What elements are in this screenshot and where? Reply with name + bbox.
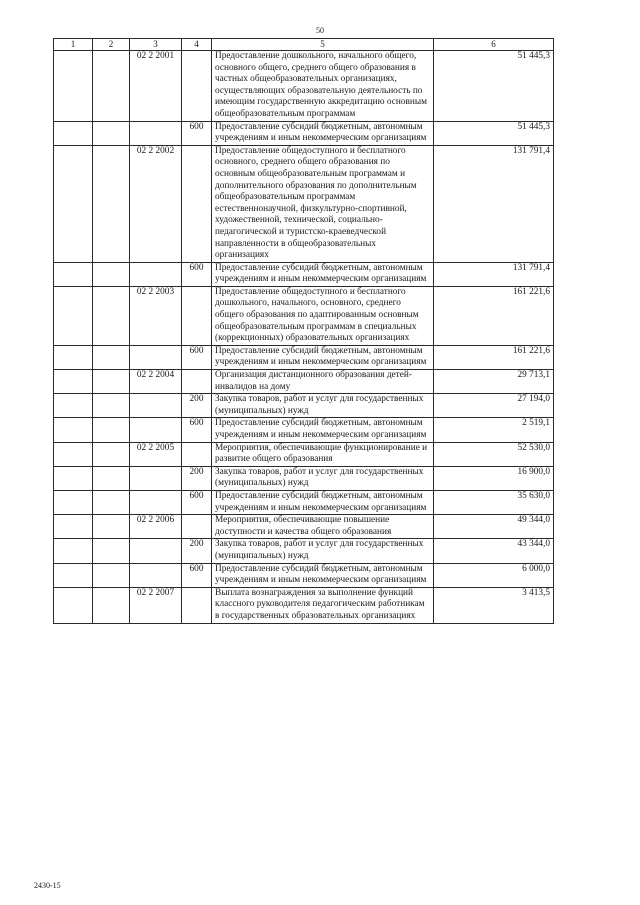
table-row xyxy=(54,539,554,563)
subsection-cell xyxy=(93,262,130,286)
subsection-cell xyxy=(93,286,130,345)
table-row xyxy=(54,370,554,394)
amount-cell: 3 413,5 xyxy=(434,587,554,623)
column-header: 2 xyxy=(93,39,130,51)
item-name-cell: Предоставление субсидий бюджетным, автономным учреждениям и иным некоммерческим организациям xyxy=(212,418,434,442)
section-cell xyxy=(54,539,93,563)
target-code-cell xyxy=(130,394,182,418)
column-header: 4 xyxy=(182,39,212,51)
table-row xyxy=(54,466,554,490)
amount-cell: 29 713,1 xyxy=(434,370,554,394)
expense-type-cell xyxy=(182,587,212,623)
section-cell xyxy=(54,51,93,122)
amount-cell: 161 221,6 xyxy=(434,286,554,345)
expense-type-cell: 600 xyxy=(182,490,212,514)
target-code-cell: 02 2 2002 xyxy=(130,145,182,262)
table-row xyxy=(54,51,554,122)
target-code-cell xyxy=(130,345,182,369)
amount-cell: 131 791,4 xyxy=(434,145,554,262)
table-row xyxy=(54,587,554,623)
amount-cell: 43 344,0 xyxy=(434,539,554,563)
subsection-cell xyxy=(93,370,130,394)
target-code-cell xyxy=(130,490,182,514)
section-cell xyxy=(54,345,93,369)
table-row xyxy=(54,345,554,369)
section-cell xyxy=(54,563,93,587)
footer-code: 2430-15 xyxy=(34,881,61,890)
item-name-cell: Закупка товаров, работ и услуг для государственных (муниципальных) нужд xyxy=(212,394,434,418)
section-cell xyxy=(54,394,93,418)
expense-type-cell: 600 xyxy=(182,262,212,286)
amount-cell: 52 530,0 xyxy=(434,442,554,466)
item-name-cell: Предоставление субсидий бюджетным, автономным учреждениям и иным некоммерческим организациям xyxy=(212,262,434,286)
item-name-cell: Предоставление субсидий бюджетным, автономным учреждениям и иным некоммерческим организациям xyxy=(212,345,434,369)
section-cell xyxy=(54,145,93,262)
section-cell xyxy=(54,121,93,145)
amount-cell: 27 194,0 xyxy=(434,394,554,418)
subsection-cell xyxy=(93,563,130,587)
table-row xyxy=(54,145,554,262)
section-cell xyxy=(54,515,93,539)
target-code-cell xyxy=(130,262,182,286)
section-cell xyxy=(54,262,93,286)
column-header: 1 xyxy=(54,39,93,51)
section-cell xyxy=(54,286,93,345)
target-code-cell: 02 2 2007 xyxy=(130,587,182,623)
item-name-cell: Закупка товаров, работ и услуг для государственных (муниципальных) нужд xyxy=(212,466,434,490)
expense-type-cell: 600 xyxy=(182,418,212,442)
subsection-cell xyxy=(93,539,130,563)
table-body xyxy=(54,51,554,624)
expense-type-cell: 200 xyxy=(182,539,212,563)
expense-type-cell: 600 xyxy=(182,121,212,145)
table-row xyxy=(54,563,554,587)
amount-cell: 51 445,3 xyxy=(434,51,554,122)
amount-cell: 49 344,0 xyxy=(434,515,554,539)
amount-cell: 16 900,0 xyxy=(434,466,554,490)
target-code-cell xyxy=(130,466,182,490)
page-number: 50 xyxy=(316,26,324,35)
subsection-cell xyxy=(93,466,130,490)
section-cell xyxy=(54,370,93,394)
table-row xyxy=(54,515,554,539)
table-row xyxy=(54,418,554,442)
amount-cell: 6 000,0 xyxy=(434,563,554,587)
item-name-cell: Предоставление субсидий бюджетным, автономным учреждениям и иным некоммерческим организациям xyxy=(212,490,434,514)
subsection-cell xyxy=(93,442,130,466)
target-code-cell xyxy=(130,418,182,442)
subsection-cell xyxy=(93,587,130,623)
amount-cell: 35 630,0 xyxy=(434,490,554,514)
column-header: 5 xyxy=(212,39,434,51)
subsection-cell xyxy=(93,51,130,122)
amount-cell: 51 445,3 xyxy=(434,121,554,145)
item-name-cell: Предоставление субсидий бюджетным, автономным учреждениям и иным некоммерческим организациям xyxy=(212,563,434,587)
column-header: 6 xyxy=(434,39,554,51)
table-row xyxy=(54,286,554,345)
target-code-cell xyxy=(130,121,182,145)
amount-cell: 161 221,6 xyxy=(434,345,554,369)
item-name-cell: Предоставление дошкольного, начального общего, основного общего, среднего общего образования в частных общеобразовательных организациях, осуществляющих образовательную деятельность по имеющим государственную аккредитацию основным общеобразовательным программам xyxy=(212,51,434,122)
item-name-cell: Выплата вознаграждения за выполнение функций классного руководителя педагогическим работникам в государственных образовательных организациях xyxy=(212,587,434,623)
table-row xyxy=(54,262,554,286)
section-cell xyxy=(54,466,93,490)
table-row xyxy=(54,442,554,466)
table-row xyxy=(54,121,554,145)
item-name-cell: Организация дистанционного образования детей-инвалидов на дому xyxy=(212,370,434,394)
expense-type-cell xyxy=(182,370,212,394)
item-name-cell: Мероприятия, обеспечивающие функционирование и развитие общего образования xyxy=(212,442,434,466)
amount-cell: 2 519,1 xyxy=(434,418,554,442)
item-name-cell: Предоставление субсидий бюджетным, автономным учреждениям и иным некоммерческим организациям xyxy=(212,121,434,145)
expense-type-cell xyxy=(182,286,212,345)
subsection-cell xyxy=(93,121,130,145)
target-code-cell: 02 2 2005 xyxy=(130,442,182,466)
subsection-cell xyxy=(93,394,130,418)
target-code-cell: 02 2 2003 xyxy=(130,286,182,345)
budget-table xyxy=(53,38,554,624)
subsection-cell xyxy=(93,490,130,514)
table-row xyxy=(54,394,554,418)
target-code-cell: 02 2 2001 xyxy=(130,51,182,122)
section-cell xyxy=(54,587,93,623)
target-code-cell: 02 2 2006 xyxy=(130,515,182,539)
section-cell xyxy=(54,418,93,442)
expense-type-cell xyxy=(182,515,212,539)
expense-type-cell: 600 xyxy=(182,345,212,369)
expense-type-cell: 600 xyxy=(182,563,212,587)
table-row xyxy=(54,490,554,514)
item-name-cell: Мероприятия, обеспечивающие повышение доступности и качества общего образования xyxy=(212,515,434,539)
subsection-cell xyxy=(93,145,130,262)
item-name-cell: Предоставление общедоступного и бесплатного дошкольного, начального, основного, среднего общего образования по адаптированным основным общеобразовательным программам в специальных (коррекционных) образовательных организациях xyxy=(212,286,434,345)
expense-type-cell xyxy=(182,145,212,262)
subsection-cell xyxy=(93,418,130,442)
expense-type-cell: 200 xyxy=(182,394,212,418)
column-header: 3 xyxy=(130,39,182,51)
target-code-cell: 02 2 2004 xyxy=(130,370,182,394)
target-code-cell xyxy=(130,539,182,563)
item-name-cell: Предоставление общедоступного и бесплатного основного, среднего общего образования по основным общеобразовательным программам и дополнительного образования по дополнительным общеобразовательным программам естественнонаучной, физкультурно-спортивной, художественной, технической, социально-педагогической и туристско-краеведческой направленности в общеобразовательных организациях xyxy=(212,145,434,262)
section-cell xyxy=(54,442,93,466)
subsection-cell xyxy=(93,345,130,369)
section-cell xyxy=(54,490,93,514)
amount-cell: 131 791,4 xyxy=(434,262,554,286)
item-name-cell: Закупка товаров, работ и услуг для государственных (муниципальных) нужд xyxy=(212,539,434,563)
subsection-cell xyxy=(93,515,130,539)
column-header-row xyxy=(54,39,554,51)
target-code-cell xyxy=(130,563,182,587)
expense-type-cell: 200 xyxy=(182,466,212,490)
expense-type-cell xyxy=(182,442,212,466)
expense-type-cell xyxy=(182,51,212,122)
